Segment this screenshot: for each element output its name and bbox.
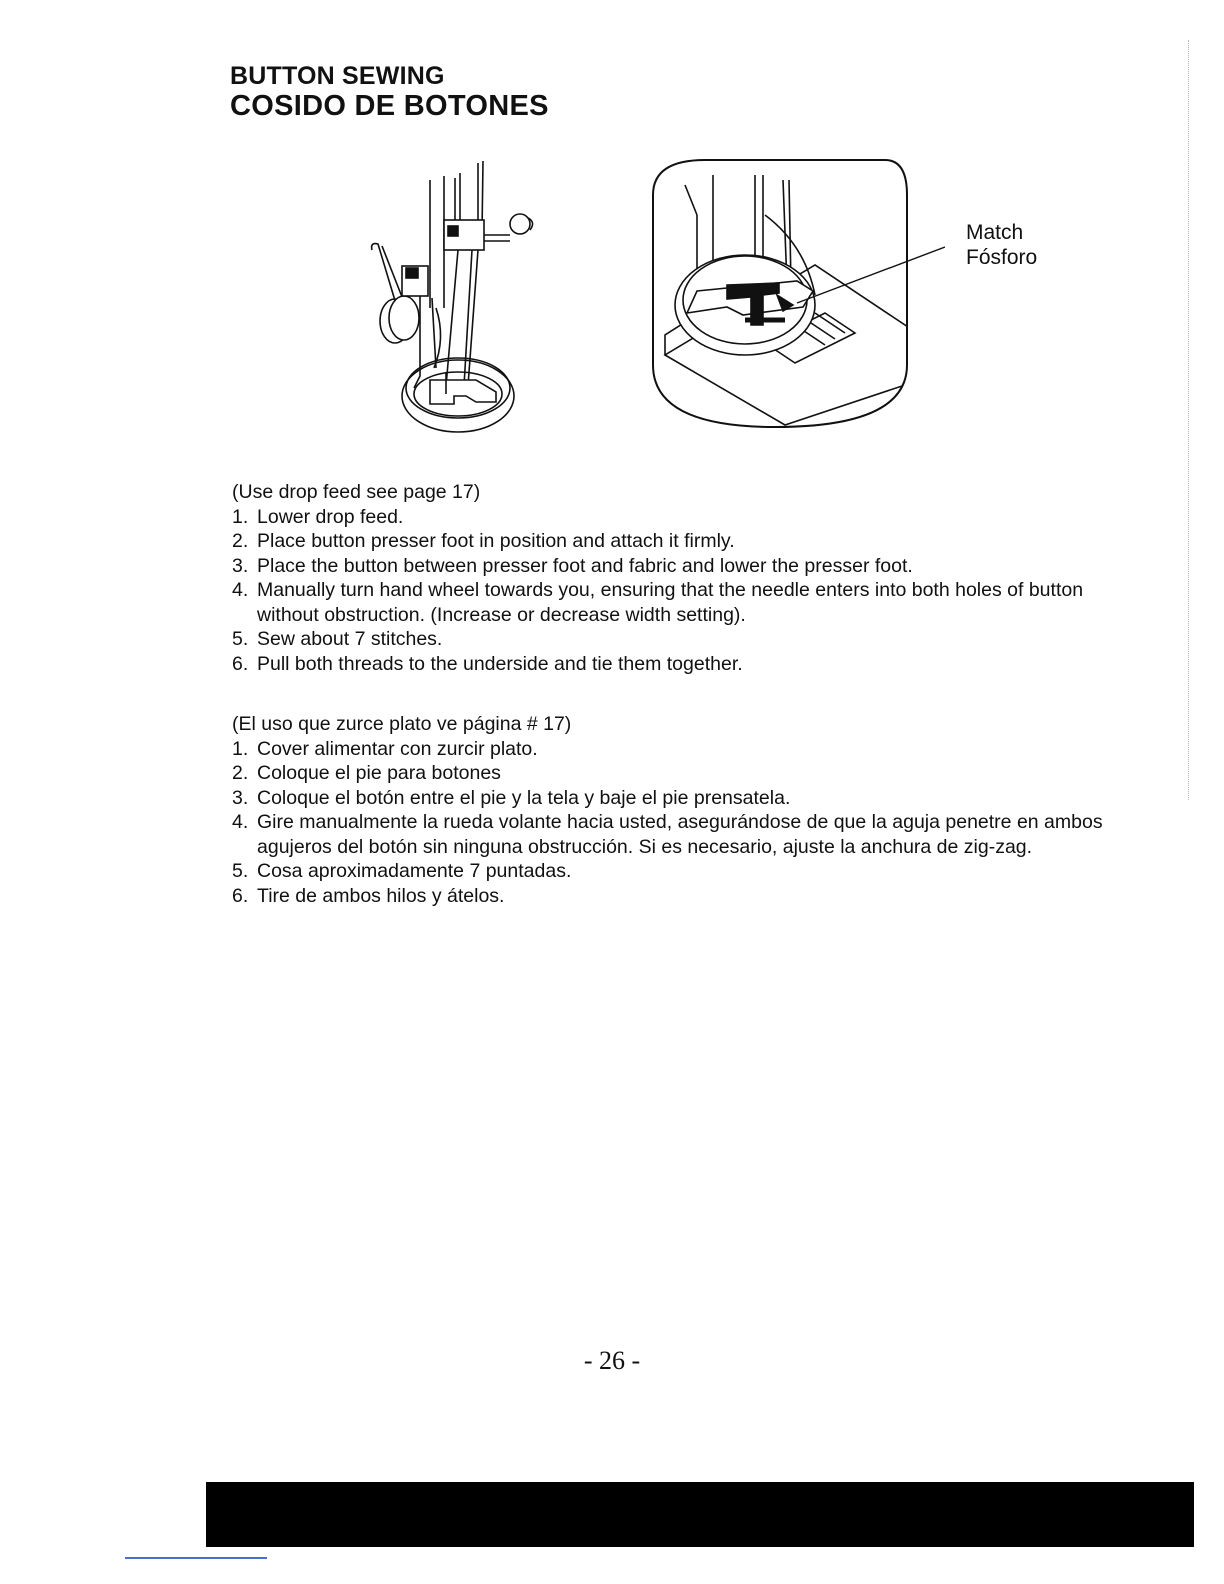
presser-foot-illustration <box>360 158 560 448</box>
step-item: 2. Place button presser foot in position and attach it firmly. <box>232 530 735 552</box>
intro-en: (Use drop feed see page 17) <box>232 481 481 503</box>
instructions-english <box>232 480 1112 676</box>
step-item: 3. Coloque el botón entre el pie y la tela y baje el pie prensatela. <box>232 786 791 809</box>
title-english: BUTTON SEWING <box>230 62 445 90</box>
step-item: 4. Gire manualmente la rueda volante hacia usted, asegurándose de que la aguja penetre en ambos agujeros del botón sin ninguna obstrucción. Si es necesario, ajuste la anchura de zig-zag. <box>232 811 1103 858</box>
instructions-spanish <box>232 712 1112 908</box>
scan-edge-mark <box>1188 40 1190 800</box>
footer-black-bar <box>206 1482 1194 1547</box>
footer-link-underline <box>125 1557 267 1559</box>
step-item: 3. Place the button between presser foot and fabric and lower the presser foot. <box>232 554 913 577</box>
step-item: 1. Cover alimentar con zurcir plato. <box>232 737 538 760</box>
step-item: 6. Pull both threads to the underside and tie them together. <box>232 652 743 675</box>
step-item: 4. Manually turn hand wheel towards you, ensuring that the needle enters into both holes of button without obstruction. (Increase or decrease width setting). <box>232 579 1084 626</box>
step-item: 5. Sew about 7 stitches. <box>232 628 443 650</box>
step-item: 1. Lower drop feed. <box>232 505 404 528</box>
callout-es: Fósforo <box>966 246 1038 269</box>
step-item: 6. Tire de ambos hilos y átelos. <box>232 884 505 907</box>
step-item: 2. Coloque el pie para botones <box>232 762 501 784</box>
title-spanish: COSIDO DE BOTONES <box>230 90 549 122</box>
match-callout <box>966 220 1037 270</box>
page-number: - 26 - <box>583 1346 641 1375</box>
button-match-closeup-illustration <box>645 155 945 440</box>
intro-es: (El uso que zurce plato ve página # 17) <box>232 713 572 735</box>
step-item: 5. Cosa aproximadamente 7 puntadas. <box>232 860 572 882</box>
callout-en: Match <box>966 221 1024 244</box>
